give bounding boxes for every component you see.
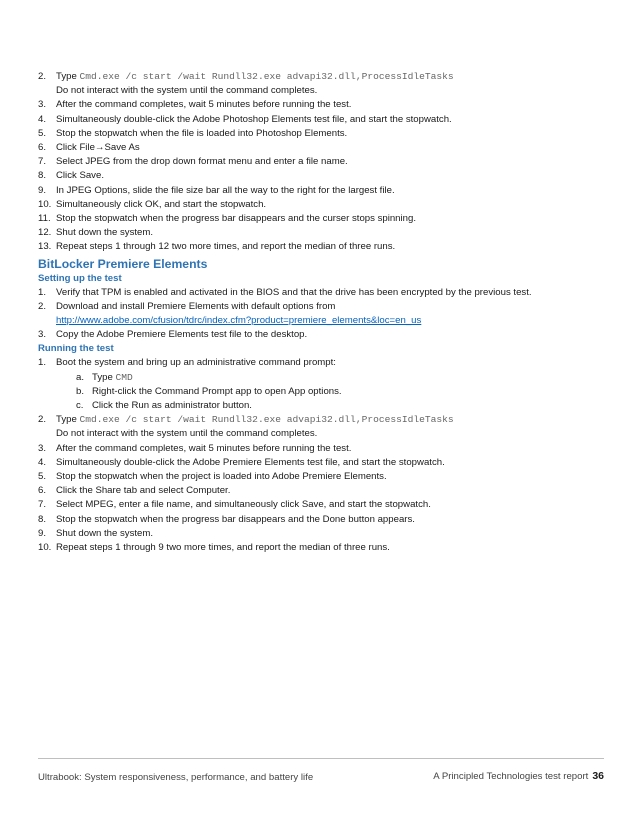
setup-heading: Setting up the test: [38, 272, 122, 284]
list-item: 8. Stop the stopwatch when the progress bar disappears and the Done button appears.: [38, 513, 415, 525]
list-item: 11. Stop the stopwatch when the progress bar disappears and the curser stops spinning.: [38, 213, 416, 225]
sub-list-item: b. Right-click the Command Prompt app to open App options.: [76, 385, 342, 397]
list-item-continuation: Do not interact with the system until the command completes.: [56, 85, 318, 97]
section-title: BitLocker Premiere Elements: [38, 256, 208, 271]
footer-title: Ultrabook: System responsiveness, performance, and battery life: [38, 772, 314, 783]
list-item: 10. Simultaneously click OK, and start the stopwatch.: [38, 198, 267, 210]
list-item: 2. Type Cmd.exe /c start /wait Rundll32.exe advapi32.dll,ProcessIdleTasks: [38, 71, 454, 82]
list-item: 5. Stop the stopwatch when the project is loaded into Adobe Premiere Elements.: [38, 471, 387, 483]
command-code: Cmd.exe /c start /wait Rundll32.exe advapi32.dll,ProcessIdleTasks: [79, 71, 454, 82]
list-item: 4. Simultaneously double-click the Adobe Photoshop Elements test file, and start the stopwatch.: [38, 113, 452, 125]
list-item: 5. Stop the stopwatch when the file is loaded into Photoshop Elements.: [38, 127, 348, 139]
photoshop-steps-list: [38, 70, 608, 255]
list-item: 8. Click Save.: [38, 170, 104, 182]
list-item: 4. Simultaneously double-click the Adobe Premiere Elements test file, and start the stopwatch.: [38, 456, 445, 468]
list-item: 1. Verify that TPM is enabled and activated in the BIOS and that the drive has been encrypted by the previous test.: [38, 286, 532, 298]
list-item: 3. Copy the Adobe Premiere Elements test file to the desktop.: [38, 329, 308, 341]
setup-steps-list: [38, 286, 608, 343]
download-link[interactable]: http://www.adobe.com/cfusion/tdrc/index.cfm?product=premiere_elements&loc=en_us: [56, 315, 422, 327]
list-item: 12. Shut down the system.: [38, 227, 154, 239]
running-steps-list: [38, 356, 608, 555]
list-item: 7. Select MPEG, enter a file name, and simultaneously click Save, and start the stopwatch.: [38, 499, 431, 511]
list-item: 6. Click File→Save As: [38, 142, 140, 154]
document-content: [38, 70, 608, 555]
list-item: 3. After the command completes, wait 5 minutes before running the test.: [38, 99, 352, 111]
list-item: 9. In JPEG Options, slide the file size bar all the way to the right for the largest file.: [38, 184, 395, 196]
page-number: 36: [592, 770, 604, 782]
list-item-continuation: Do not interact with the system until the command completes.: [56, 428, 318, 440]
running-heading: Running the test: [38, 343, 114, 355]
list-item: 2. Type Cmd.exe /c start /wait Rundll32.exe advapi32.dll,ProcessIdleTasks: [38, 414, 454, 426]
command-code: Cmd.exe /c start /wait Rundll32.exe advapi32.dll,ProcessIdleTasks: [79, 414, 454, 426]
list-item: 6. Click the Share tab and select Computer.: [38, 485, 231, 497]
list-item: 2. Download and install Premiere Elements with default options from: [38, 300, 336, 312]
right-arrow-icon: →: [94, 142, 105, 154]
list-item: 13. Repeat steps 1 through 12 two more times, and report the median of three runs.: [38, 241, 396, 253]
list-item: 7. Select JPEG from the drop down format menu and enter a file name.: [38, 156, 348, 168]
footer-report: A Principled Technologies test report 36: [433, 770, 604, 782]
footer-divider: [38, 758, 604, 759]
list-item: 1. Boot the system and bring up an administrative command prompt:: [38, 357, 336, 369]
list-item: 10. Repeat steps 1 through 9 two more times, and report the median of three runs.: [38, 542, 390, 554]
list-item: 9. Shut down the system.: [38, 527, 154, 539]
sub-list-item: c. Click the Run as administrator button.: [76, 400, 252, 412]
command-code: CMD: [115, 371, 133, 383]
list-item: 3. After the command completes, wait 5 minutes before running the test.: [38, 442, 352, 454]
sub-list-item: a. Type CMD: [76, 371, 133, 383]
